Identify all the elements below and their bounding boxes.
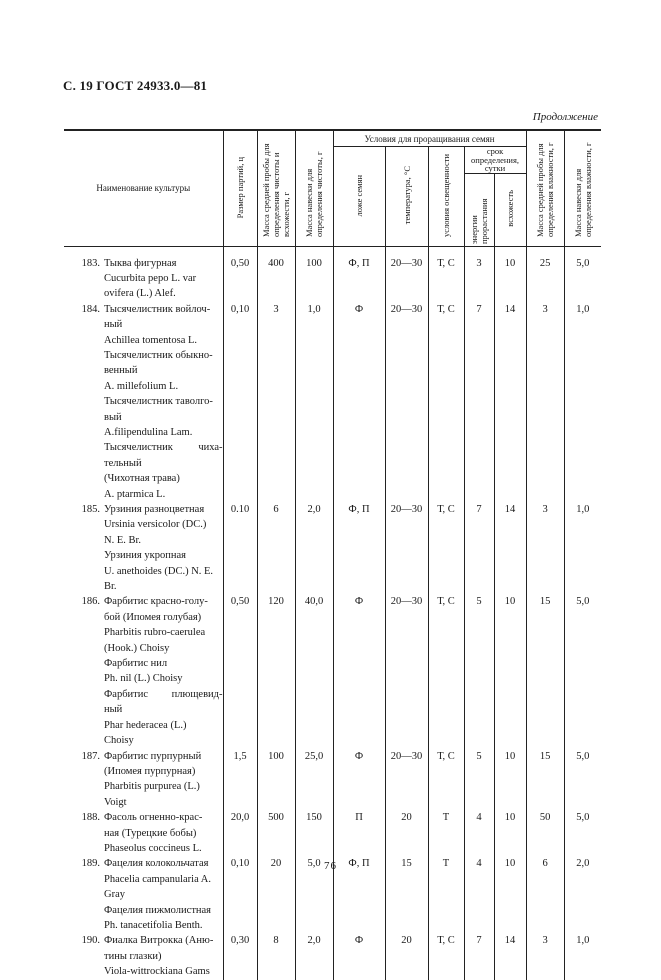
cell-mass-purity: 3 bbox=[257, 302, 295, 502]
culture-name-line: N. E. Br. bbox=[104, 534, 142, 546]
cell-energy: 7 bbox=[464, 933, 494, 979]
cell-bed: Ф bbox=[333, 933, 385, 979]
cell-lot: 0,10 bbox=[223, 302, 257, 502]
cell-sample-moisture: 1,0 bbox=[564, 502, 601, 594]
table-row bbox=[64, 302, 601, 502]
cell-bed: Ф, П bbox=[333, 856, 385, 933]
cell-germ: 10 bbox=[494, 856, 526, 933]
cell-sample-moisture: 5,0 bbox=[564, 749, 601, 811]
cell-germ: 14 bbox=[494, 933, 526, 979]
cell-light: Т, С bbox=[428, 933, 464, 979]
row-number: 183. bbox=[81, 257, 100, 269]
cell-germ: 14 bbox=[494, 302, 526, 502]
table-row bbox=[64, 502, 601, 594]
culture-name-line: (Чихотная трава) bbox=[104, 473, 180, 485]
cell-bed: Ф bbox=[333, 749, 385, 811]
cell-temp: 20—30 bbox=[385, 594, 428, 748]
cell-temp: 20—30 bbox=[385, 502, 428, 594]
cell-temp: 20 bbox=[385, 810, 428, 856]
cell-lot: 1,5 bbox=[223, 749, 257, 811]
page-number: 76 bbox=[324, 860, 337, 872]
culture-name-line: Phar hederacea (L.) bbox=[104, 719, 187, 731]
cell-lot: 0,10 bbox=[223, 856, 257, 933]
page-title: С. 19 ГОСТ 24933.0—81 bbox=[63, 78, 208, 93]
cell-germ: 10 bbox=[494, 594, 526, 748]
culture-name-line: вый bbox=[104, 411, 122, 423]
table-row bbox=[64, 933, 601, 979]
cell-energy: 7 bbox=[464, 502, 494, 594]
header-mass-moisture: Масса средней пробы для определения влажности, г bbox=[526, 130, 564, 246]
cell-mass-purity: 100 bbox=[257, 749, 295, 811]
cell-sample-purity: 2,0 bbox=[295, 502, 333, 594]
table-row bbox=[64, 810, 601, 856]
cell-energy: 7 bbox=[464, 302, 494, 502]
culture-name-line: Фарбитис плющевид- bbox=[104, 688, 223, 700]
culture-name-line: Фацелия колокольчатая bbox=[104, 858, 209, 870]
culture-name-cell bbox=[64, 749, 223, 811]
culture-name-line: Фасоль огненно-крас- bbox=[104, 812, 203, 824]
row-number: 189. bbox=[81, 858, 100, 870]
row-number: 190. bbox=[81, 935, 100, 947]
culture-name-line: (Ипомея пурпурная) bbox=[104, 765, 196, 777]
culture-name-cell bbox=[64, 933, 223, 979]
row-number: 186. bbox=[81, 596, 100, 608]
header-group-days: срок определения, сутки bbox=[464, 147, 526, 174]
cell-mass-purity: 6 bbox=[257, 502, 295, 594]
header-group-conditions: Условия для проращивания семян bbox=[333, 130, 526, 147]
culture-name-line: Gray bbox=[104, 889, 125, 901]
cell-bed: Ф bbox=[333, 594, 385, 748]
culture-name-line: тины глазки) bbox=[104, 950, 162, 962]
culture-name-line: Тысячелистник чиха- bbox=[104, 442, 223, 454]
culture-name-cell bbox=[64, 246, 223, 302]
cell-mass-moisture: 3 bbox=[526, 933, 564, 979]
cell-energy: 3 bbox=[464, 246, 494, 302]
culture-name-line: ный bbox=[104, 704, 123, 716]
cell-sample-purity: 100 bbox=[295, 246, 333, 302]
cell-mass-moisture: 6 bbox=[526, 856, 564, 933]
culture-name-line: тельный bbox=[104, 457, 142, 469]
culture-name-line: A.filipendulina Lam. bbox=[104, 426, 193, 438]
table-row bbox=[64, 594, 601, 748]
cell-sample-purity: 40,0 bbox=[295, 594, 333, 748]
culture-name-cell bbox=[64, 302, 223, 502]
culture-name-line: Choisy bbox=[104, 735, 134, 747]
cell-temp: 20 bbox=[385, 933, 428, 979]
culture-name-cell bbox=[64, 502, 223, 594]
cell-mass-moisture: 15 bbox=[526, 594, 564, 748]
cell-energy: 5 bbox=[464, 749, 494, 811]
cell-mass-purity: 20 bbox=[257, 856, 295, 933]
culture-name-line: A. millefolium L. bbox=[104, 380, 179, 392]
cell-bed: Ф bbox=[333, 302, 385, 502]
continuation-label: Продолжение bbox=[532, 111, 598, 123]
cell-light: Т, С bbox=[428, 749, 464, 811]
culture-name-line: Br. bbox=[104, 581, 117, 593]
cell-sample-purity: 5,0 bbox=[295, 856, 333, 933]
cell-sample-moisture: 2,0 bbox=[564, 856, 601, 933]
cell-germ: 10 bbox=[494, 246, 526, 302]
cell-lot: 0,50 bbox=[223, 594, 257, 748]
culture-name-line: Voigt bbox=[104, 796, 127, 808]
table-row bbox=[64, 246, 601, 302]
cell-light: Т, С bbox=[428, 502, 464, 594]
header-germination: всхожесть bbox=[494, 173, 526, 246]
culture-name-line: Тысячелистник таволго- bbox=[104, 396, 213, 408]
cell-sample-purity: 2,0 bbox=[295, 933, 333, 979]
row-number: 185. bbox=[81, 504, 100, 515]
culture-name-line: ovifera (L.) Alef. bbox=[104, 288, 176, 300]
header-lot-size: Размер партий, ц bbox=[223, 130, 257, 246]
culture-name-line: A. ptarmica L. bbox=[104, 488, 166, 500]
table-row bbox=[64, 749, 601, 811]
culture-name-line: бой (Ипомея голубая) bbox=[104, 611, 202, 623]
culture-name-line: Cucurbita pepo L. var bbox=[104, 272, 197, 284]
header-seed-bed: ложе семян bbox=[333, 147, 385, 247]
cell-mass-moisture: 25 bbox=[526, 246, 564, 302]
cell-lot: 0,30 bbox=[223, 933, 257, 979]
cell-light: Т, С bbox=[428, 594, 464, 748]
cell-mass-moisture: 50 bbox=[526, 810, 564, 856]
header-sample-purity: Масса навески для определения чистоты, г bbox=[295, 130, 333, 246]
cell-mass-purity: 400 bbox=[257, 246, 295, 302]
header-name: Наименование культуры bbox=[64, 130, 223, 246]
culture-name-cell bbox=[64, 810, 223, 856]
cell-temp: 20—30 bbox=[385, 246, 428, 302]
culture-name-line: (Hook.) Choisy bbox=[104, 642, 170, 654]
cell-temp: 20—30 bbox=[385, 302, 428, 502]
cell-mass-purity: 500 bbox=[257, 810, 295, 856]
seed-conditions-table bbox=[64, 129, 601, 980]
cell-germ: 10 bbox=[494, 810, 526, 856]
cell-lot: 20,0 bbox=[223, 810, 257, 856]
culture-name-line: U. anethoides (DC.) N. E. bbox=[104, 565, 214, 577]
culture-name-line: Фарбитис нил bbox=[104, 658, 168, 670]
culture-name-line: венный bbox=[104, 365, 138, 377]
row-number: 184. bbox=[81, 303, 100, 315]
culture-name-line: Achillea tomentosa L. bbox=[104, 334, 198, 346]
culture-name-line: Урзиния укропная bbox=[104, 550, 186, 562]
culture-name-line: Фарбитис пурпурный bbox=[104, 750, 202, 762]
cell-temp: 20—30 bbox=[385, 749, 428, 811]
culture-name-line: Тысячелистник обыкно- bbox=[104, 349, 213, 361]
culture-name-line: Ph. nil (L.) Choisy bbox=[104, 673, 183, 685]
culture-name-line: Фацелия пижмолистная bbox=[104, 904, 212, 916]
cell-light: Т, С bbox=[428, 302, 464, 502]
cell-mass-moisture: 15 bbox=[526, 749, 564, 811]
culture-name-line: Фарбитис красно-голу- bbox=[104, 596, 208, 608]
culture-name-line: Ph. tanacetifolia Benth. bbox=[104, 919, 203, 931]
row-number: 188. bbox=[81, 812, 100, 824]
cell-light: Т, С bbox=[428, 246, 464, 302]
culture-name-line: Тыква фигурная bbox=[104, 257, 177, 269]
header-sample-moisture: Масса навески для определения влажности, г bbox=[564, 130, 601, 246]
culture-name-line: Фиалка Витрокка (Аню- bbox=[104, 935, 214, 947]
cell-bed: Ф, П bbox=[333, 246, 385, 302]
cell-energy: 5 bbox=[464, 594, 494, 748]
cell-sample-purity: 1,0 bbox=[295, 302, 333, 502]
header-lighting: условия освещенности bbox=[428, 147, 464, 247]
cell-sample-moisture: 1,0 bbox=[564, 302, 601, 502]
cell-germ: 14 bbox=[494, 502, 526, 594]
cell-mass-moisture: 3 bbox=[526, 502, 564, 594]
culture-name-line: ная (Турецкие бобы) bbox=[104, 827, 197, 839]
cell-light: Т bbox=[428, 810, 464, 856]
cell-sample-moisture: 5,0 bbox=[564, 594, 601, 748]
cell-sample-purity: 25,0 bbox=[295, 749, 333, 811]
culture-name-line: Pharbitis purpurea (L.) bbox=[104, 781, 200, 793]
culture-name-line: Урзиния разноцветная bbox=[104, 504, 205, 515]
culture-name-line: Тысячелистник войлоч- bbox=[104, 303, 211, 315]
cell-energy: 4 bbox=[464, 810, 494, 856]
culture-name-line: Phaseolus coccineus L. bbox=[104, 842, 202, 854]
cell-germ: 10 bbox=[494, 749, 526, 811]
culture-name-line: Ursinia versicolor (DC.) bbox=[104, 519, 207, 531]
cell-lot: 0,50 bbox=[223, 246, 257, 302]
cell-sample-moisture: 5,0 bbox=[564, 810, 601, 856]
cell-mass-purity: 120 bbox=[257, 594, 295, 748]
cell-sample-purity: 150 bbox=[295, 810, 333, 856]
cell-mass-purity: 8 bbox=[257, 933, 295, 979]
culture-name-line: ный bbox=[104, 319, 123, 331]
culture-name-line: Pharbitis rubro-caerulea bbox=[104, 627, 206, 639]
header-temperature: температура, °С bbox=[385, 147, 428, 247]
cell-lot: 0.10 bbox=[223, 502, 257, 594]
header-energy: энергии прорастания bbox=[464, 173, 494, 246]
cell-bed: Ф, П bbox=[333, 502, 385, 594]
cell-energy: 4 bbox=[464, 856, 494, 933]
culture-name-line: Phacelia campanularia A. bbox=[104, 873, 211, 885]
cell-bed: П bbox=[333, 810, 385, 856]
header-mass-purity: Масса средней пробы для определения чистоты и всхожести, г bbox=[257, 130, 295, 246]
cell-sample-moisture: 1,0 bbox=[564, 933, 601, 979]
culture-name-line: Viola-wittrockiana Gams bbox=[104, 966, 210, 978]
culture-name-cell bbox=[64, 594, 223, 748]
cell-sample-moisture: 5,0 bbox=[564, 246, 601, 302]
cell-light: Т bbox=[428, 856, 464, 933]
cell-temp: 15 bbox=[385, 856, 428, 933]
row-number: 187. bbox=[81, 750, 100, 762]
cell-mass-moisture: 3 bbox=[526, 302, 564, 502]
